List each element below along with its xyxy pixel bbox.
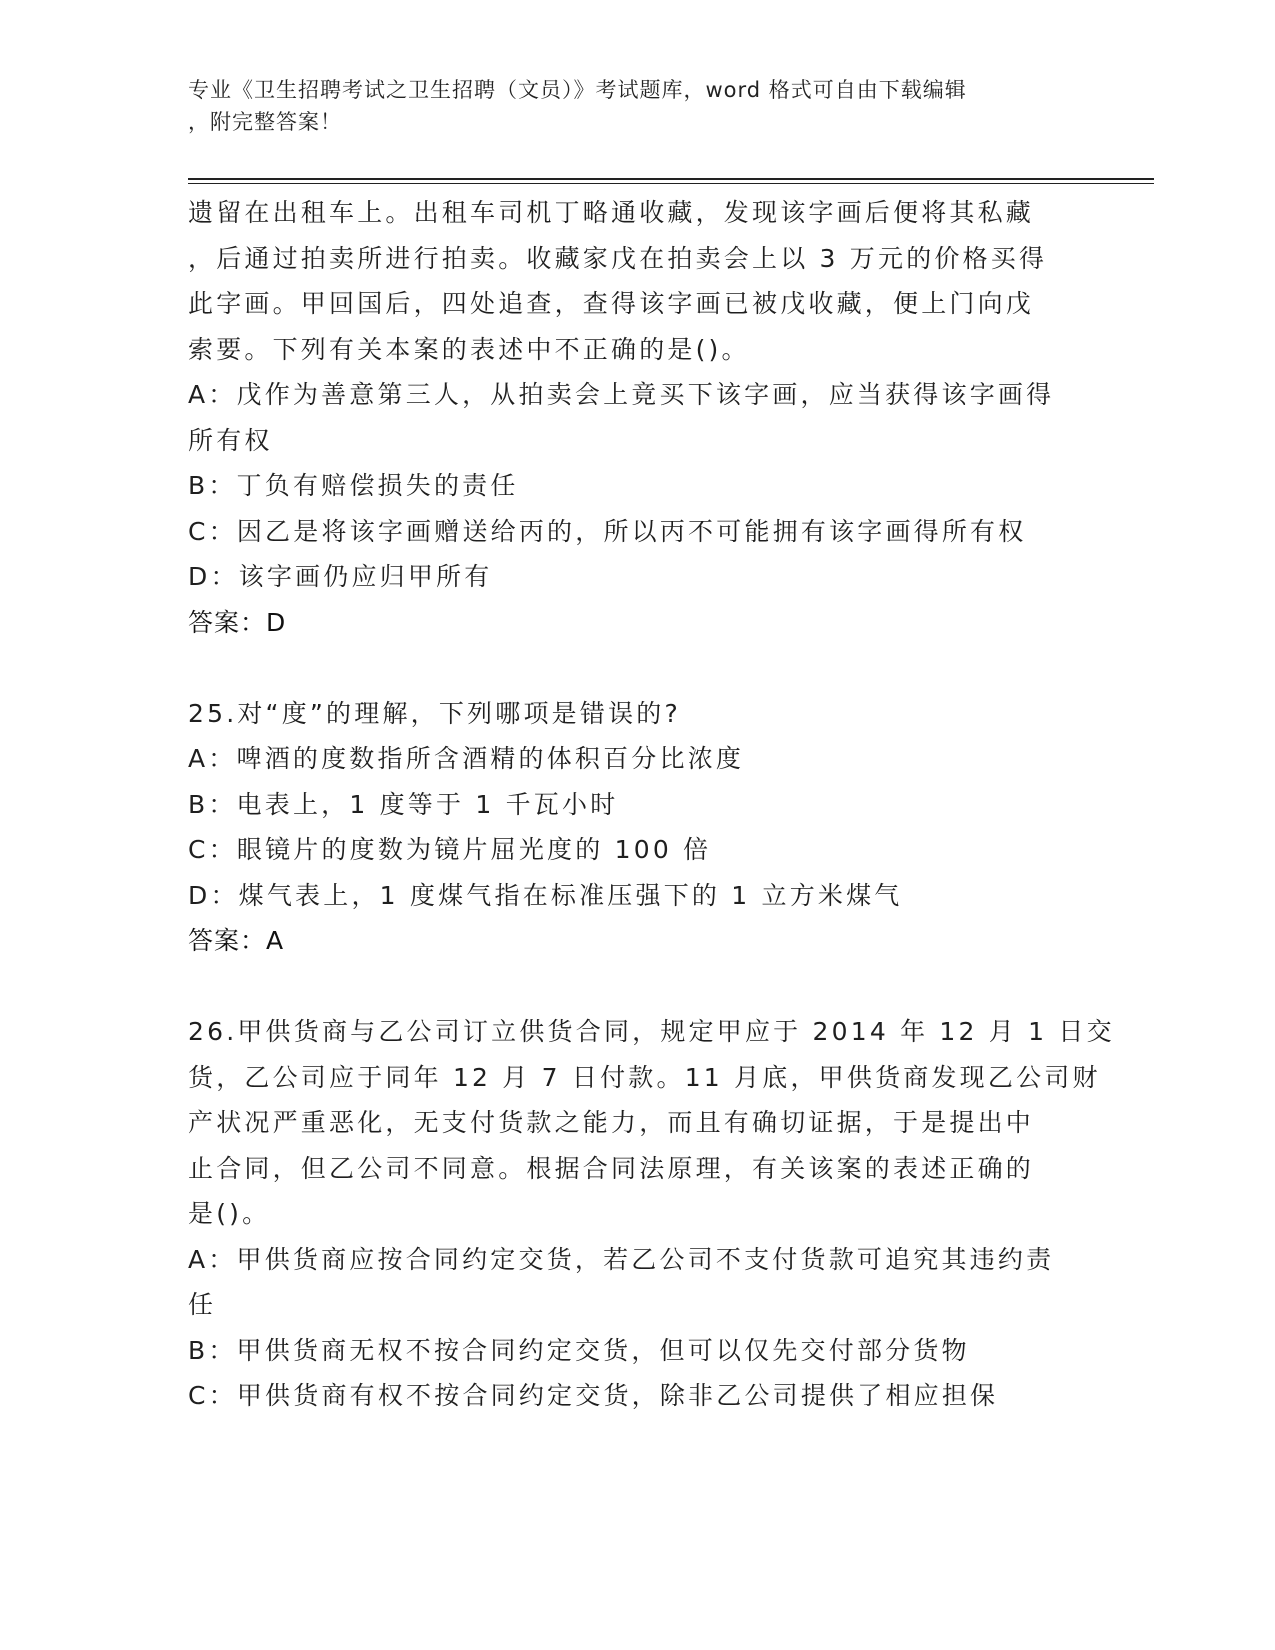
option-a: A：啤酒的度数指所含酒精的体积百分比浓度 — [188, 744, 745, 773]
question-stem-line: 产状况严重恶化，无支付货款之能力，而且有确切证据，于是提出中 — [188, 1108, 1035, 1137]
document-header — [188, 74, 1088, 138]
question-stem-line: 此字画。甲回国后，四处追查，查得该字画已被戊收藏，便上门向戊 — [188, 289, 1035, 318]
option-a: A：甲供货商应按合同约定交货，若乙公司不支付货款可追究其违约责 — [188, 1244, 1055, 1274]
option-a-continued: 任 — [188, 1290, 217, 1319]
question-stem-line: 遗留在出租车上。出租车司机丁略通收藏，发现该字画后便将其私藏 — [188, 198, 1035, 227]
question-24 — [188, 190, 1088, 645]
question-spacer — [188, 645, 1088, 691]
option-c: C：因乙是将该字画赠送给丙的，所以丙不可能拥有该字画得所有权 — [188, 516, 1027, 546]
option-d: D：煤气表上，1 度煤气指在标准压强下的 1 立方米煤气 — [188, 880, 903, 910]
answer-label: 答案：D — [188, 607, 287, 637]
header-divider-thin — [188, 183, 1154, 184]
document-body — [188, 190, 1115, 1419]
option-c: C：眼镜片的度数为镜片屈光度的 100 倍 — [188, 835, 712, 864]
question-stem-line: 货，乙公司应于同年 12 月 7 日付款。11 月底，甲供货商发现乙公司财 — [188, 1062, 1101, 1092]
option-a: A：戊作为善意第三人，从拍卖会上竟买下该字画，应当获得该字画得 — [188, 380, 1055, 409]
option-c: C：甲供货商有权不按合同约定交货，除非乙公司提供了相应担保 — [188, 1381, 999, 1410]
header-divider-thick — [188, 178, 1154, 180]
option-b: B：电表上，1 度等于 1 千瓦小时 — [188, 789, 619, 819]
option-b: B：甲供货商无权不按合同约定交货，但可以仅先交付部分货物 — [188, 1335, 970, 1365]
question-stem-line: 26.甲供货商与乙公司订立供货合同，规定甲应于 2014 年 12 月 1 日交 — [188, 1017, 1115, 1046]
question-stem-line: 25.对“度”的理解，下列哪项是错误的? — [188, 698, 681, 728]
answer-label: 答案：A — [188, 926, 285, 955]
question-stem-line: ，后通过拍卖所进行拍卖。收藏家戊在拍卖会上以 3 万元的价格买得 — [188, 243, 1048, 273]
question-25 — [188, 691, 1088, 964]
question-stem-line: 止合同，但乙公司不同意。根据合同法原理，有关该案的表述正确的 — [188, 1153, 1035, 1183]
question-26 — [188, 1009, 1115, 1419]
header-title-line: 专业《卫生招聘考试之卫生招聘（文员）》考试题库，word 格式可自由下载编辑 — [188, 78, 967, 102]
option-a-continued: 所有权 — [188, 425, 273, 455]
option-b: B：丁负有赔偿损失的责任 — [188, 471, 519, 500]
header-subtitle-line: ，附完整答案！ — [188, 110, 342, 134]
question-stem-line: 是()。 — [188, 1199, 271, 1228]
option-d: D：该字画仍应归甲所有 — [188, 562, 493, 591]
question-spacer — [188, 964, 1088, 1010]
question-stem-line: 索要。下列有关本案的表述中不正确的是()。 — [188, 334, 750, 364]
